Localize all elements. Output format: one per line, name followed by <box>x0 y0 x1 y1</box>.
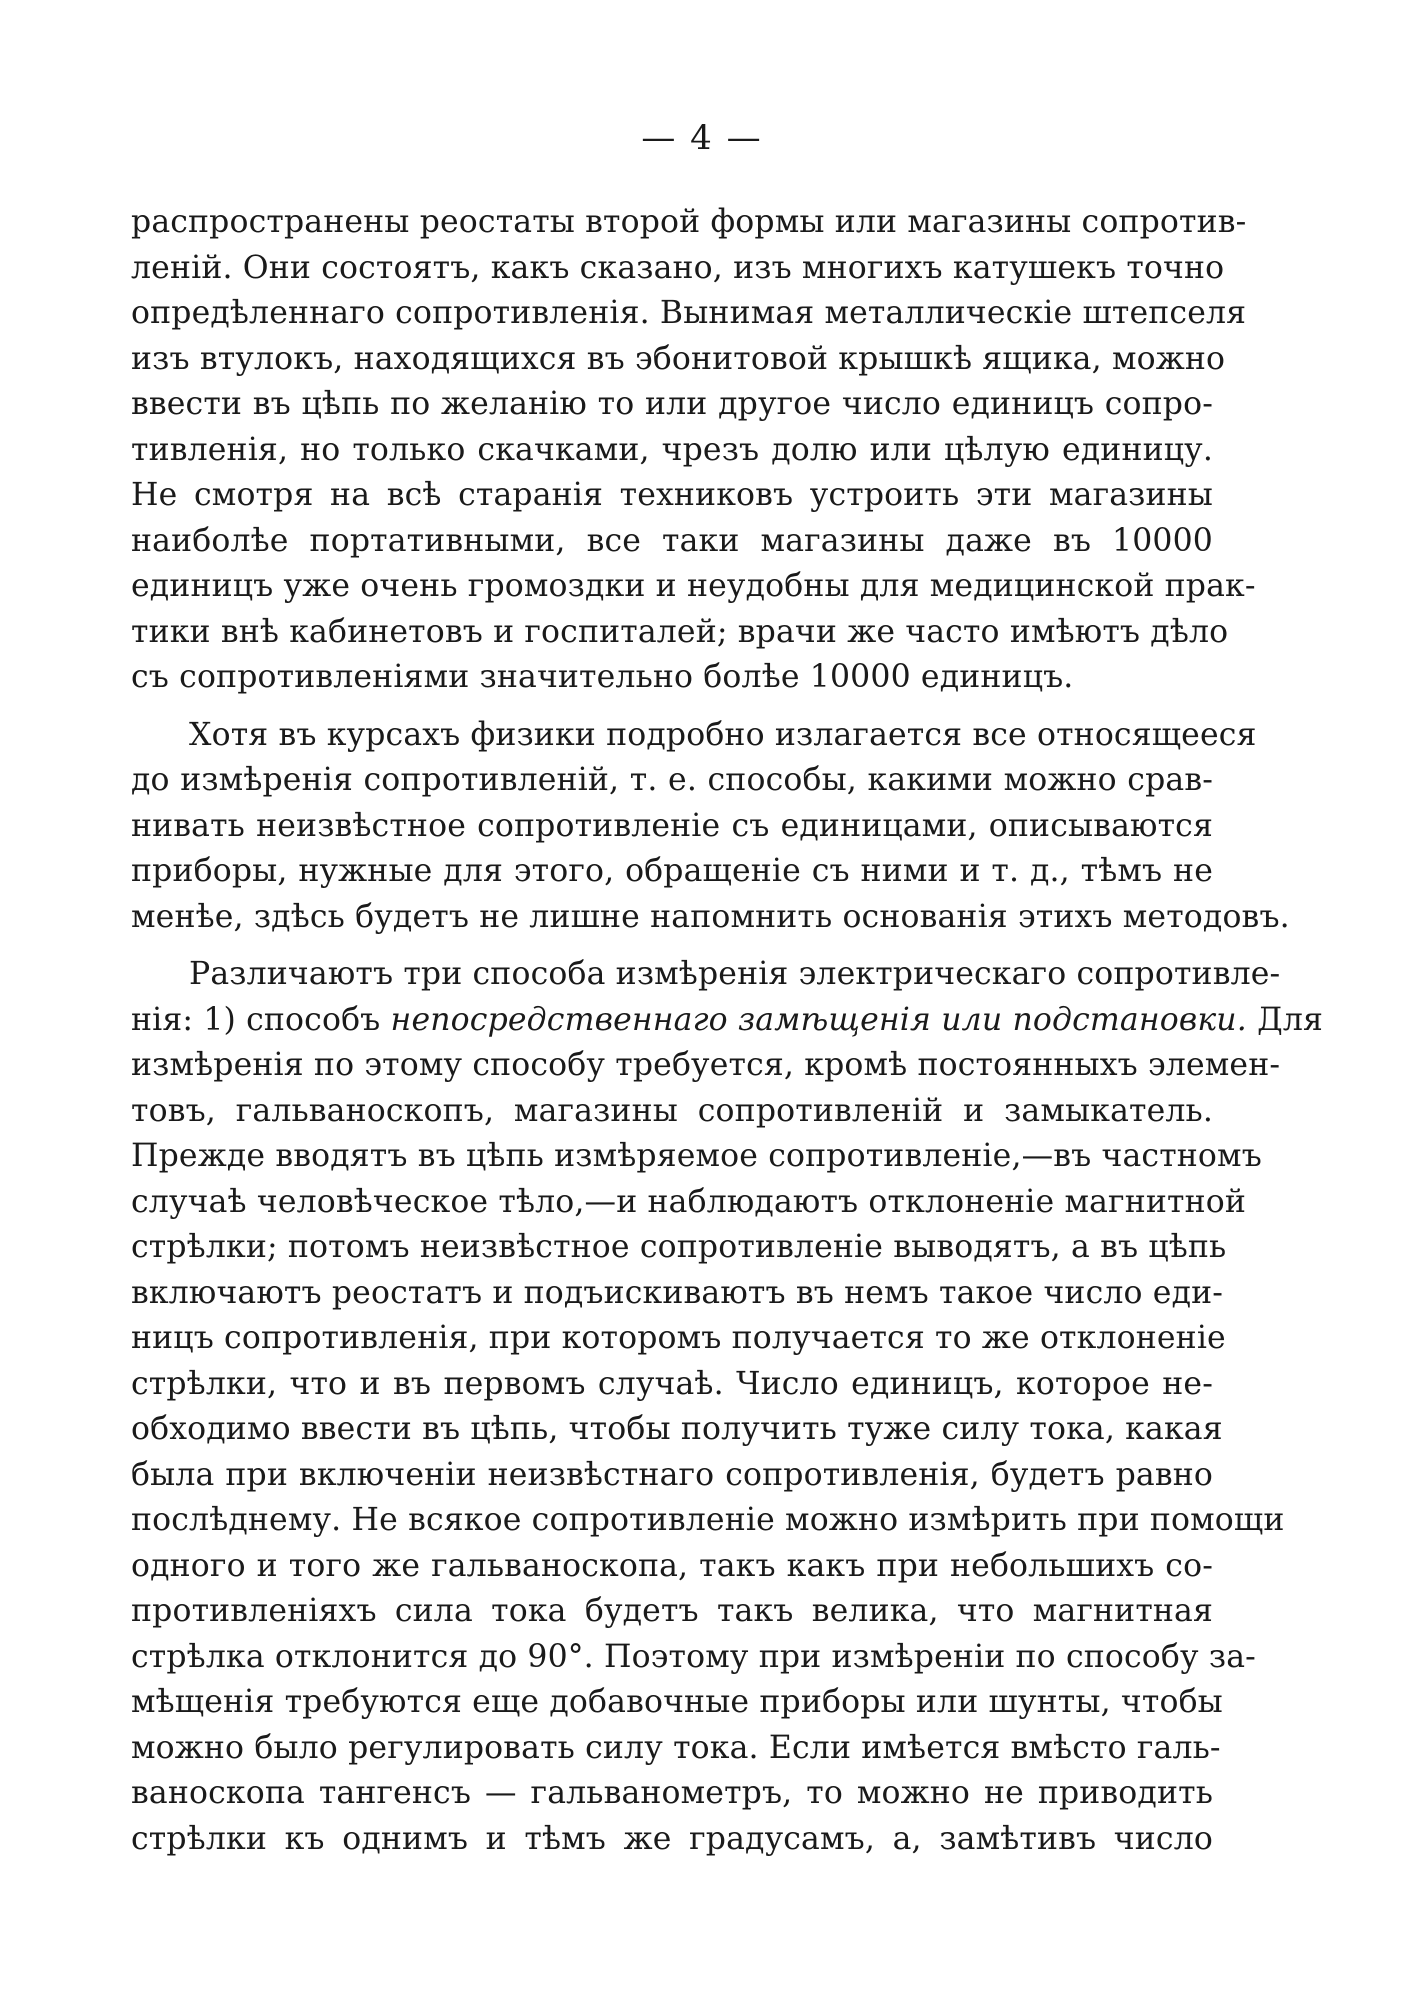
text-line: тивленія, но только скачками, чрезъ долю или цѣлую единицу. <box>131 431 1213 468</box>
text-line: опредѣленнаго сопротивленія. Вынимая металлическіе штепселя <box>131 295 1247 331</box>
text-line: леній. Они состоятъ, какъ сказано, изъ многихъ катушекъ точно <box>131 249 1225 286</box>
text-line: включаютъ реостатъ и подъискиваютъ въ немъ такое число еди- <box>131 1274 1224 1311</box>
page-number: — 4 — <box>641 118 763 158</box>
text-line: ницъ сопротивленія, при которомъ получается то же отклоненіе <box>131 1320 1226 1356</box>
text-line: стрѣлки; потомъ неизвѣстное сопротивленіе выводятъ, а въ цѣпь <box>131 1229 1227 1265</box>
text-line: до измѣренія сопротивленій, т. е. способы, какими можно срав- <box>131 762 1213 798</box>
text-line: товъ, гальваноскопъ, магазины сопротивленій и замыкатель. <box>131 1092 1213 1129</box>
text-segment: Для <box>1246 1001 1324 1038</box>
text-line: ваноскопа тангенсъ — гальванометръ, то можно не приводить <box>131 1775 1213 1811</box>
text-line: одного и того же гальваноскопа, такъ какъ при небольшихъ со- <box>131 1547 1213 1584</box>
text-segment: нія: 1) способъ <box>131 1001 391 1038</box>
italic-term: непосредственнаго замѣщенія или подстановки. <box>390 1001 1247 1038</box>
text-line: тики внѣ кабинетовъ и госпиталей; врачи же часто имѣютъ дѣло <box>131 613 1229 650</box>
text-line: можно было регулировать силу тока. Если имѣется вмѣсто галь- <box>131 1729 1221 1766</box>
text-line: Хотя въ курсахъ физики подробно излагается все относящееся <box>189 716 1257 753</box>
text-line: была при включеніи неизвѣстнаго сопротивленія, будетъ равно <box>131 1456 1213 1493</box>
text-line-with-emphasis <box>131 998 1324 1044</box>
text-line: съ сопротивленіями значительно болѣе 10000 единицъ. <box>131 659 1074 695</box>
body-text <box>131 200 1324 1874</box>
text-line: менѣе, здѣсь будетъ не лишне напомнить основанія этихъ методовъ. <box>131 898 1290 935</box>
paragraph-1 <box>131 200 1256 701</box>
text-line: приборы, нужные для этого, обращеніе съ ними и т. д., тѣмъ не <box>131 853 1213 889</box>
text-line: стрѣлка отклонится до 90°. Поэтому при измѣреніи по способу за- <box>131 1638 1256 1675</box>
text-line: Не смотря на всѣ старанія техниковъ устроить эти магазины <box>131 477 1213 513</box>
paragraph-2 <box>131 713 1290 941</box>
text-line: стрѣлки, что и въ первомъ случаѣ. Число единицъ, которое не- <box>131 1365 1213 1402</box>
text-line: противленіяхъ сила тока будетъ такъ велика, что магнитная <box>131 1593 1213 1629</box>
text-line: единицъ уже очень громоздки и неудобны для медицинской прак- <box>131 568 1256 604</box>
paragraph-3 <box>131 952 1324 1862</box>
text-line: изъ втулокъ, находящихся въ эбонитовой крышкѣ ящика, можно <box>131 340 1226 377</box>
text-line: распространены реостаты второй формы или магазины сопротив- <box>131 204 1247 240</box>
text-line: случаѣ человѣческое тѣло,—и наблюдаютъ отклоненіе магнитной <box>131 1183 1246 1220</box>
text-line: ввести въ цѣпь по желанію то или другое число единицъ сопро- <box>131 386 1213 422</box>
text-line: послѣднему. Не всякое сопротивленіе можно измѣрить при помощи <box>131 1502 1285 1538</box>
text-line: нивать неизвѣстное сопротивленіе съ единицами, описываются <box>131 807 1213 844</box>
text-line: обходимо ввести въ цѣпь, чтобы получить туже силу тока, какая <box>131 1411 1223 1447</box>
text-line: измѣренія по этому способу требуется, кромѣ постоянныхъ элемен- <box>131 1047 1281 1083</box>
text-line: мѣщенія требуются еще добавочные приборы или шунты, чтобы <box>131 1684 1223 1720</box>
text-line: наиболѣе портативными, все таки магазины даже въ 10000 <box>131 522 1213 559</box>
text-line: стрѣлки къ однимъ и тѣмъ же градусамъ, а, замѣтивъ число <box>131 1820 1213 1857</box>
text-line: Различаютъ три способа измѣренія электрическаго сопротивле- <box>189 956 1281 992</box>
text-line: Прежде вводятъ въ цѣпь измѣряемое сопротивленіе,—въ частномъ <box>131 1138 1262 1174</box>
